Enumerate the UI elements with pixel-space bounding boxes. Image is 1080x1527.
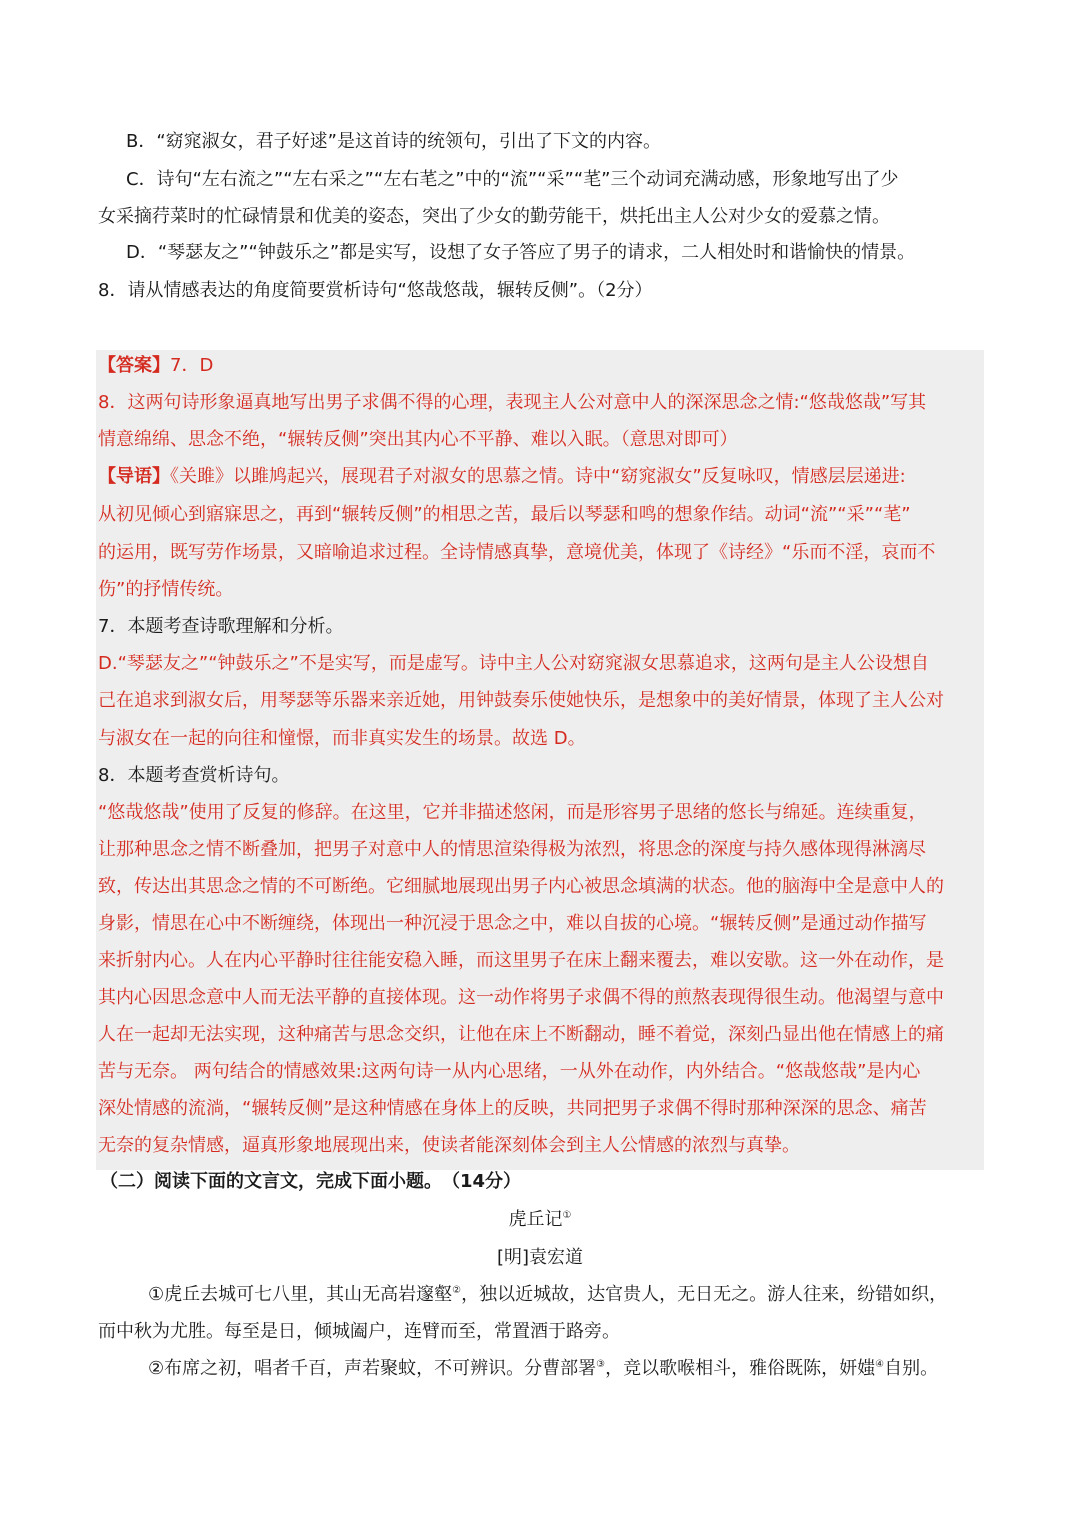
answer-7: 7．D (170, 355, 214, 376)
guide-line2: 从初见倾心到寤寐思之，再到“辗转反侧”的相思之苦，最后以琴瑟和鸣的想象作结。动词“流”“采”“芼” (98, 504, 911, 525)
guide-line4: 伤”的抒情传统。 (98, 579, 234, 600)
p2-text-a: ②布席之初，唱者千百，声若聚蚊，不可辨识。分曹部署 (148, 1358, 597, 1379)
explain-7-heading: 7．本题考查诗歌理解和分析。 (98, 616, 344, 637)
explain-8-line: 苦与无奈。 两句结合的情感效果:这两句诗一从内心思绪，一从外在动作，内外结合。“悠哉悠哉”是内心 (98, 1061, 921, 1082)
paragraph-1-line2: 而中秋为尤胜。每至是日，倾城阖户，连臂而至，常置酒于路旁。 (98, 1321, 620, 1342)
answer-tag: 【答案】 (98, 355, 170, 376)
explain-8-line: 人在一起却无法实现，这种痛苦与思念交织，让他在床上不断翻动，睡不着觉，深刻凸显出他在情感上的痛 (98, 1024, 944, 1045)
guide-text1: 《关雎》以雎鸠起兴，展现君子对淑女的思慕之情。诗中“窈窕淑女”反复咏叹，情感层层递进: (170, 466, 906, 487)
paragraph-1-line1 (148, 1283, 947, 1307)
option-d: D．“琴瑟友之”“钟鼓乐之”都是实写，设想了女子答应了男子的请求，二人相处时和谐愉快的情景。 (126, 242, 916, 263)
p1-text-a: ①虎丘去城可七八里，其山无高岩邃壑 (148, 1284, 453, 1305)
explain-7-line3: 与淑女在一起的向往和憧憬，而非真实发生的场景。故选 D。 (98, 728, 586, 749)
footnote-marker: ③ (596, 1359, 606, 1370)
guide-tag: 【导语】 (98, 466, 170, 487)
p1-text-b: ，独以近城故，达官贵人，无日无之。游人往来，纷错如织， (461, 1284, 948, 1305)
answer-8-line2: 情意绵绵、思念不绝，“辗转反侧”突出其内心不平静、难以入眠。（意思对即可） (98, 429, 738, 450)
explain-7-line2: 己在追求到淑女后，用琴瑟等乐器来亲近她，用钟鼓奏乐使她快乐，是想象中的美好情景，体现了主人公对 (98, 690, 944, 711)
question-8: 8．请从情感表达的角度简要赏析诗句“悠哉悠哉，辗转反侧”。（2分） (98, 280, 653, 301)
explain-8-heading: 8．本题考查赏析诗句。 (98, 765, 290, 786)
explain-8-line: 深处情感的流淌，“辗转反侧”是这种情感在身体上的反映，共同把男子求偶不得时那种深深的思念、痛苦 (98, 1098, 927, 1119)
option-c-line2: 女采摘荇菜时的忙碌情景和优美的姿态，突出了少女的勤劳能干，烘托出主人公对少女的爱慕之情。 (98, 206, 890, 227)
essay-title-text: 虎丘记 (508, 1209, 563, 1230)
explain-7-line1: D.“琴瑟友之”“钟鼓乐之”不是实写，而是虚写。诗中主人公对窈窕淑女思慕追求，这两句是主人公设想自 (98, 653, 929, 674)
answer-line (98, 354, 213, 378)
section-2-heading: （二）阅读下面的文言文，完成下面小题。 （14分） (100, 1171, 522, 1192)
guide-line1 (98, 465, 906, 489)
explain-8-line: 其内心因思念意中人而无法平静的直接体现。这一动作将男子求偶不得的煎熬表现得很生动。他渴望与意中 (98, 987, 944, 1008)
footnote-marker: ④ (875, 1359, 885, 1370)
option-b: B．“窈窕淑女，君子好逑”是这首诗的统领句，引出了下文的内容。 (126, 131, 661, 152)
explain-8-line: 无奈的复杂情感，逼真形象地展现出来，使读者能深刻体会到主人公情感的浓烈与真挚。 (98, 1135, 800, 1156)
explain-8-line: 让那种思念之情不断叠加，把男子对意中人的情思渲染得极为浓烈，将思念的深度与持久感体现得淋漓尽 (98, 839, 926, 860)
explain-8-line: 来折射内心。人在内心平静时往往能安稳入睡，而这里男子在床上翻来覆去，难以安歇。这一外在动作，是 (98, 950, 944, 971)
footnote-marker: ② (452, 1285, 462, 1296)
option-c-line1: C．诗句“左右流之”“左右采之”“左右芼之”中的“流”“采”“芼”三个动词充满动感，形象地写出了少 (126, 169, 899, 190)
answer-8-line1: 8．这两句诗形象逼真地写出男子求偶不得的心理，表现主人公对意中人的深深思念之情:“悠哉悠哉”写其 (98, 392, 927, 413)
essay-title (0, 1208, 1080, 1232)
explain-8-line: 身影，情思在心中不断缠绕，体现出一种沉浸于思念之中，难以自拔的心境。“辗转反侧”是通过动作描写 (98, 913, 927, 934)
p2-text-b: ，竞以歌喉相斗，雅俗既陈，妍媸 (605, 1358, 876, 1379)
guide-line3: 的运用，既写劳作场景，又暗喻追求过程。全诗情感真挚，意境优美，体现了《诗经》“乐而不淫，哀而不 (98, 542, 936, 563)
explain-8-line: “悠哉悠哉”使用了反复的修辞。在这里，它并非描述悠闲，而是形容男子思绪的悠长与绵延。连续重复， (98, 802, 927, 823)
paragraph-2-line1 (148, 1357, 938, 1381)
p2-text-c: 自别。 (884, 1358, 939, 1379)
explain-8-line: 致，传达出其思念之情的不可断绝。它细腻地展现出男子内心被思念填满的状态。他的脑海中全是意中人的 (98, 876, 944, 897)
footnote-marker: ① (562, 1210, 572, 1221)
essay-author: [明]袁宏道 (496, 1247, 584, 1268)
